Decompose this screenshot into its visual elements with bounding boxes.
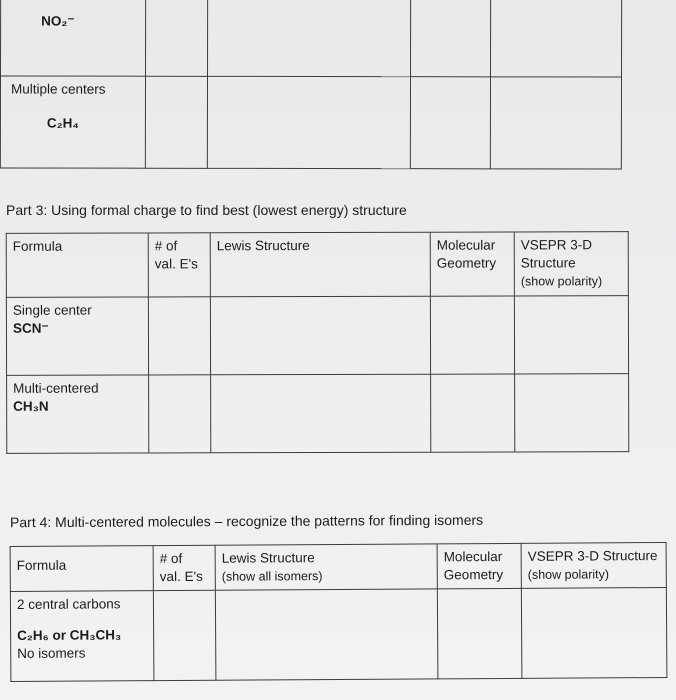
part2-table [0, 0, 622, 170]
header-lewis-structure: Lewis Structure (show all isomers) [215, 544, 437, 591]
formula-c2h4: C₂H₄ [46, 115, 79, 131]
note-no-isomers: No isomers [17, 645, 86, 661]
part4-heading: Part 4: Multi-centered molecules – recognize the patterns for finding isomers [9, 511, 484, 531]
part3-table [6, 231, 630, 453]
row-2-central-carbons: 2 central carbons C₂H₆ or CH₃CH₃ No isomers [10, 591, 154, 682]
header-val-electrons: # of val. E's [153, 545, 215, 591]
row-single-center: Single center SCN⁻ [6, 297, 148, 375]
header-molecular-geometry: Molecular Geometry [437, 543, 521, 589]
header-vsepr: VSEPR 3-D Structure (show polarity) [521, 542, 666, 588]
part4-table [10, 542, 668, 682]
header-formula: Formula [10, 546, 153, 592]
row-label-multiple-centers: Multiple centers [10, 81, 106, 97]
header-molecular-geometry: Molecular Geometry [430, 232, 514, 296]
formula-c2h6: C₂H₆ or CH₃CH₃ [17, 626, 122, 643]
formula-ch3n: CH₃N [13, 398, 49, 414]
formula-scn: SCN⁻ [12, 320, 49, 336]
header-val-electrons: # of val. E's [148, 233, 210, 297]
formula-no2: NO₂⁻ [41, 13, 75, 29]
part3-heading: Part 3: Using formal charge to find best (lowest energy) structure [6, 202, 407, 218]
row-multi-centered: Multi-centered CH₃N [7, 375, 149, 453]
header-formula: Formula [6, 233, 148, 297]
header-lewis-structure: Lewis Structure [210, 232, 430, 296]
header-vsepr: VSEPR 3-D Structure (show polarity) [514, 232, 628, 296]
